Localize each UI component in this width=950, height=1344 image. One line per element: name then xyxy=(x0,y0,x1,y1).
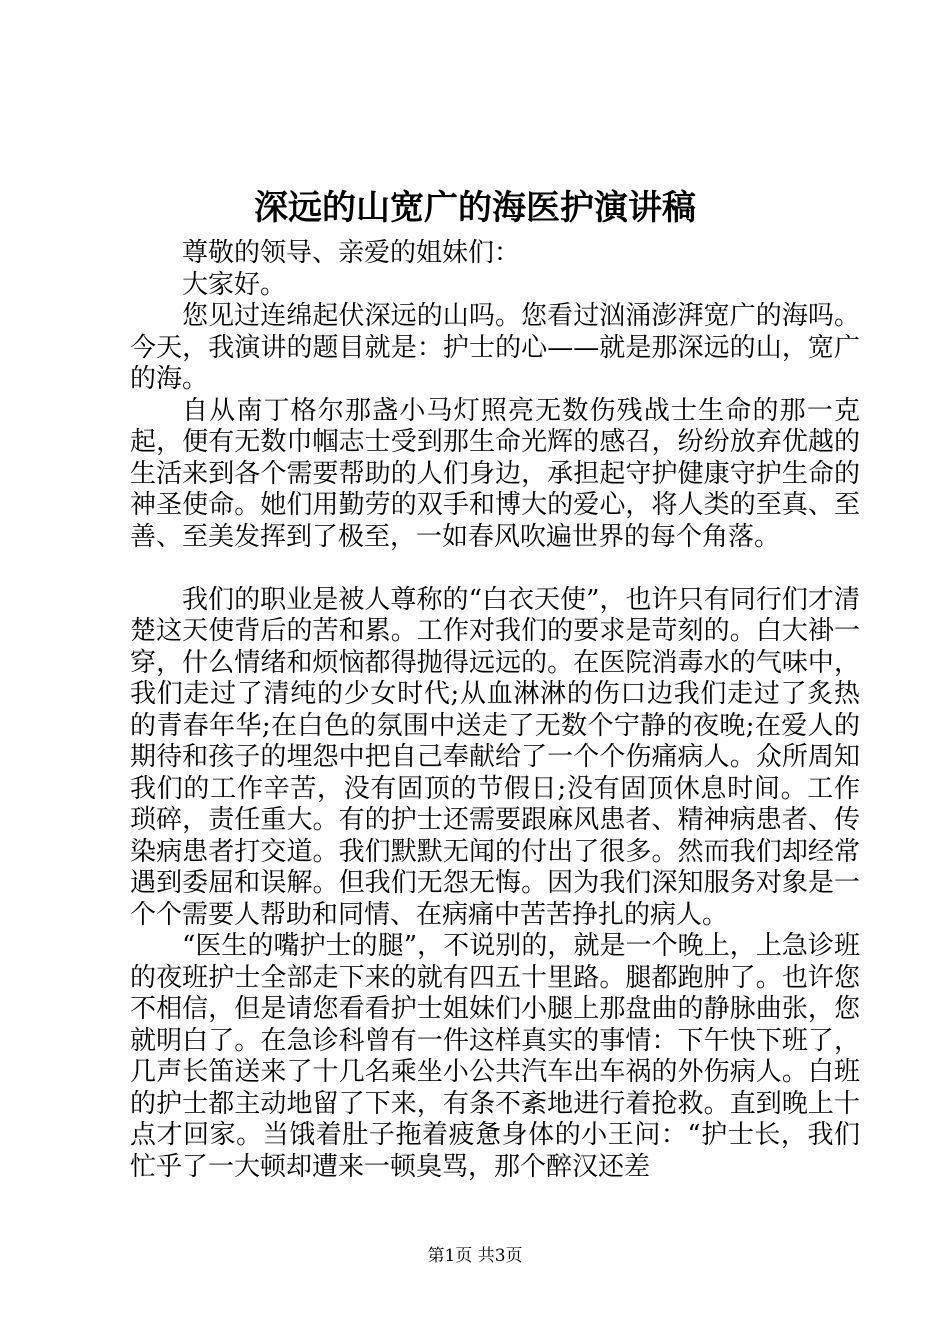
paragraph-greeting: 大家好。 xyxy=(182,269,287,300)
paragraph-salutation: 尊敬的领导、亲爱的姐妹们： xyxy=(182,238,521,268)
document-body xyxy=(130,238,860,1183)
paragraph-nightingale: 自从南丁格尔那盏小马灯照亮无数伤残战士生命的那一克起，便有无数巾帼志士受到那生命光辉的感召，纷纷放弃优越的生活来到各个需要帮助的人们身边，承担起守护健康守护生命的神圣使命。她们用勤劳的双手和博大的爱心，将人类的至真、至善、至美发挥到了极至，一如春风吹遍世界的每个角落。 xyxy=(130,395,860,552)
paragraph-profession: 我们的职业是被人尊称的“白衣天使”，也许只有同行们才清楚这天使背后的苦和累。工作对我们的要求是苛刻的。白大褂一穿，什么情绪和烦恼都得抛得远远的。在医院消毒水的气味中，我们走过了清纯的少女时代;从血淋淋的伤口边我们走过了炙热的青春年华;在白色的氛围中送走了无数个宁静的夜晚;在爱人的期待和孩子的埋怨中把自己奉献给了一个个伤痛病人。众所周知我们的工作辛苦，没有固顶的节假日;没有固顶休息时间。工作琐碎，责任重大。有的护士还需要跟麻风患者、精神病患者、传染病患者打交道。我们默默无闻的付出了很多。然而我们却经常遇到委屈和误解。但我们无怨无悔。因为我们深知服务对象是一个个需要人帮助和同情、在病痛中苦苦挣扎的病人。 xyxy=(130,584,860,930)
paragraph-emergency: “医生的嘴护士的腿”，不说别的，就是一个晚上，上急诊班的夜班护士全部走下来的就有四五十里路。腿都跑肿了。也许您不相信，但是请您看看护士姐妹们小腿上那盘曲的静脉曲张，您就明白了。在急诊科曾有一件这样真实的事情：下午快下班了，几声长笛送来了十几名乘坐小公共汽车出车祸的外伤病人。白班的护士都主动地留了下来，有条不紊地进行着抢救。直到晚上十点才回家。当饿着肚子拖着疲惫身体的小王问：“护士长，我们忙乎了一大顿却遭来一顿臭骂，那个醉汉还差 xyxy=(130,931,860,1182)
paragraph-spacer xyxy=(130,553,860,585)
document-title: 深远的山宽广的海医护演讲稿 xyxy=(254,188,696,228)
paragraph-intro: 您见过连绵起伏深远的山吗。您看过汹涌澎湃宽广的海吗。今天，我演讲的题目就是：护士的心——就是那深远的山，宽广的海。 xyxy=(130,301,860,394)
page-footer: 第1页 共3页 xyxy=(427,1246,523,1266)
